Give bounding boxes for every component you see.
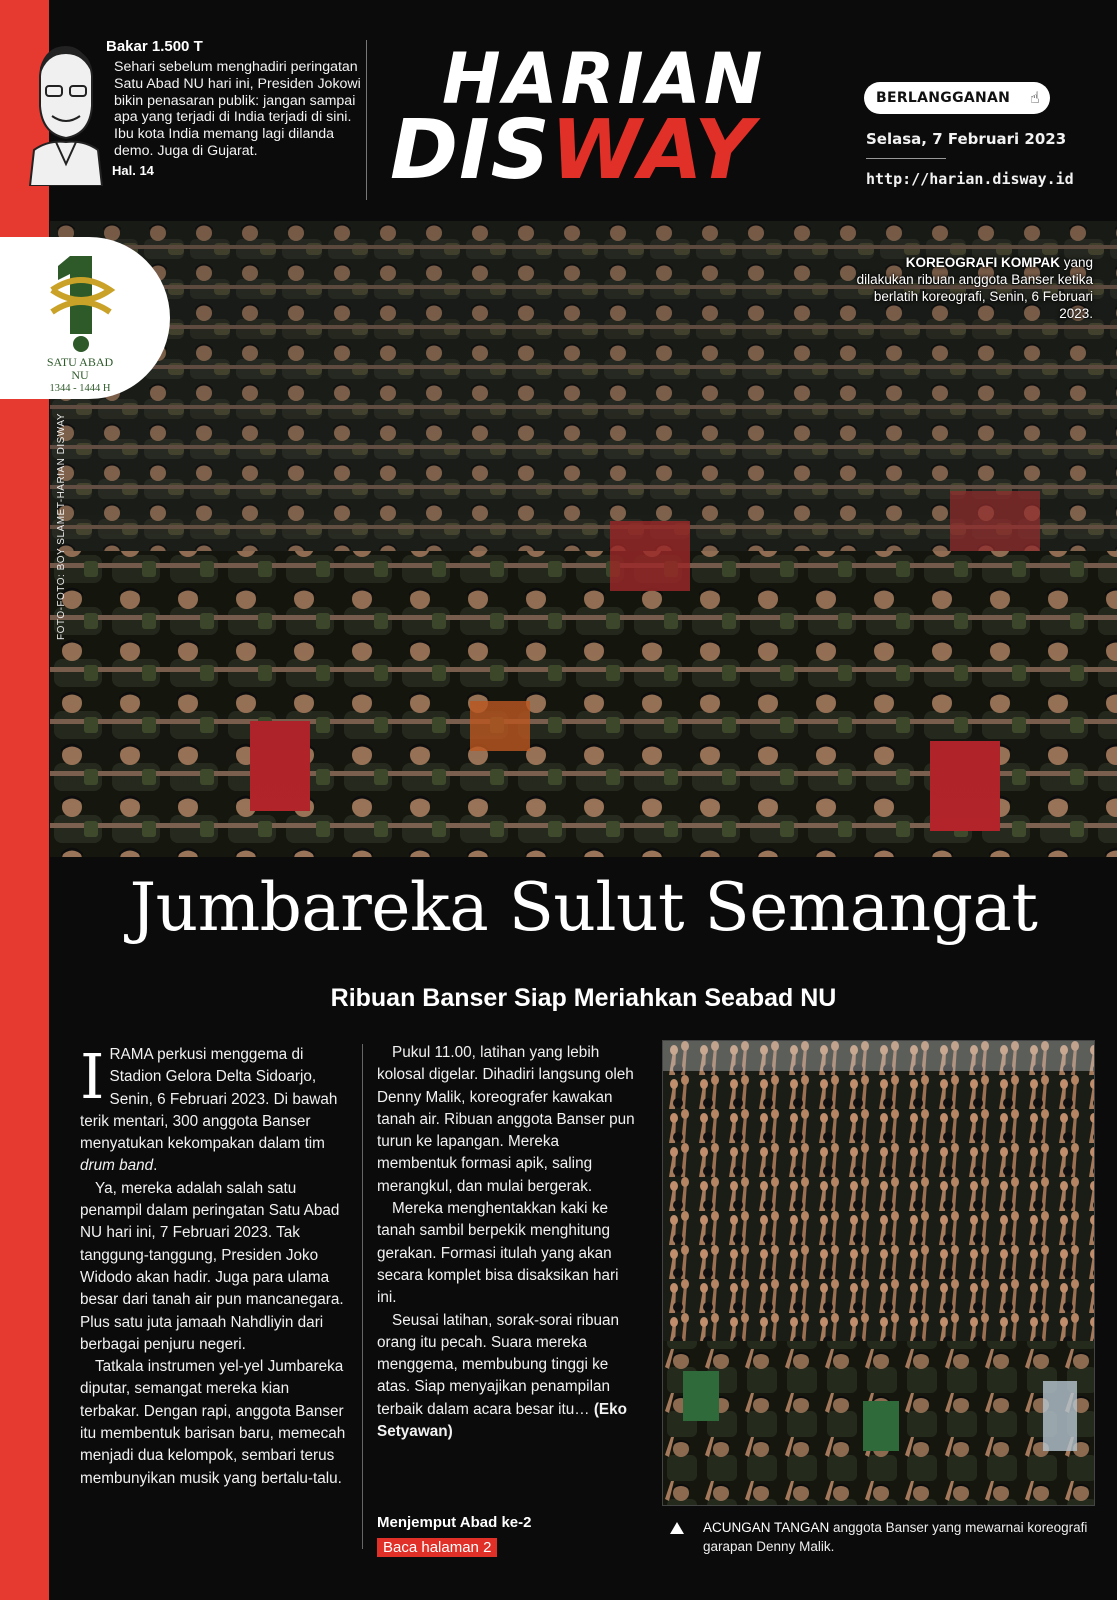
logo-line-2 <box>390 103 755 198</box>
caption-text: yang dilakukan ribuan anggota Banser ketika berlatih koreografi, Senin, 6 Februari 2023. <box>856 255 1093 321</box>
raised-hands-photo-illustration <box>663 1041 1094 1505</box>
caption-lead: KOREOGRAFI KOMPAK <box>905 255 1060 270</box>
drop-cap: I <box>80 1040 105 1113</box>
pointer-hand-icon: ☝ <box>1029 88 1040 107</box>
nu-centennial-emblem-icon <box>44 250 118 354</box>
article-column-2 <box>377 1042 639 1443</box>
columnist-portrait <box>26 46 106 186</box>
website-link[interactable]: http://harian.disway.id <box>866 170 1074 188</box>
teaser-body: Sehari sebelum menghadiri peringatan Satu Abad NU hari ini, Presiden Jokowi bikin penasaran publik: jangan sampai apa yang terjadi di India terjadi di sini. Ibu kota India memang lagi dilanda demo. Juga di Gujarat. <box>114 59 361 159</box>
caption-pointer-icon <box>670 1522 684 1534</box>
masthead-logo <box>382 38 842 198</box>
badge-line-2: 1344 - 1444 H <box>49 383 111 394</box>
teaser-title: Bakar 1.500 T <box>106 38 203 55</box>
photo-credit: FOTO-FOTO: BOY SLAMET-HARIAN DISWAY <box>56 413 67 640</box>
header-divider <box>366 40 367 200</box>
teaser-block <box>104 38 364 178</box>
related-title: Menjemput Abad ke-2 <box>377 1514 532 1531</box>
caption-text-2: anggota Banser yang mewarnai koreografi garapan Denny Malik. <box>703 1520 1088 1554</box>
teaser-page-ref[interactable]: Hal. 14 <box>112 162 154 178</box>
main-photo-caption <box>848 254 1093 322</box>
subscribe-label: BERLANGGANAN <box>876 90 1011 106</box>
column-divider <box>362 1044 363 1549</box>
caption-lead-2: ACUNGAN TANGAN <box>703 1520 830 1535</box>
logo-line-1: HARIAN <box>442 38 766 120</box>
subheadline: Ribuan Banser Siap Meriahkan Seabad NU <box>330 984 837 1012</box>
headline: Jumbareka Sulut Semangat <box>129 869 1038 946</box>
subscribe-button[interactable] <box>864 82 1050 114</box>
paragraph-3: Tatkala instrumen yel-yel Jumbareka diputar, semangat mereka kian terbakar. Dengan rapi, anggota Banser itu membentuk barisan baru, memecah menjadi dua kelompok, sembari terus membunyikan musik yang bertalu-talu. <box>80 1358 346 1487</box>
date-divider <box>866 158 946 159</box>
read-page-2-link[interactable]: Baca halaman 2 <box>377 1538 497 1557</box>
paragraph-1: IRAMA perkusi menggema di Stadion Gelora Delta Sidoarjo, Senin, 6 Februari 2023. Di bawah terik mentari, 300 anggota Banser menyatukan kekompakan dalam tim drum band. <box>80 1040 338 1175</box>
second-photo-caption <box>703 1518 1103 1556</box>
badge-text <box>44 356 116 395</box>
paragraph-2: Ya, mereka adalah salah satu penampil dalam peringatan Satu Abad NU hari ini, 7 Februari 2023. Tak tanggung-tanggung, Presiden Joko Widodo akan hadir. Juga para ulama besar dari tanah air pun mancanegara. Plus satu juta jamaah Nahdliyin dari berbagai penjuru negeri. <box>80 1179 344 1353</box>
issue-date: Selasa, 7 Februari 2023 <box>866 130 1067 148</box>
article-column-1 <box>80 1040 350 1490</box>
paragraph-5: Mereka menghentakkan kaki ke tanah sambil berpekik menghitung gerakan. Formasi itulah yang akan secara komplet bisa disaksikan hari ini. <box>377 1200 619 1307</box>
second-photo <box>662 1040 1095 1506</box>
byline: (Eko Setyawan) <box>377 1400 627 1441</box>
badge-line-1: SATU ABAD NU <box>46 355 114 382</box>
logo-way: WAY <box>550 103 755 198</box>
logo-dis: DIS <box>390 103 551 198</box>
paragraph-6: Seusai latihan, sorak-sorai ribuan orang itu pecah. Suara mereka menggema, membubung tinggi ke atas. Siap menyajikan penampilan terbaik dalam acara besar itu… (Eko Setyawan) <box>377 1311 627 1441</box>
paragraph-4: Pukul 11.00, latihan yang lebih kolosal digelar. Dihadiri langsung oleh Denny Malik, koreografer kawakan tanah air. Ribuan anggota Banser pun turun ke lapangan. Mereka membentuk formasi apik, saling merangkul, dan mulai bergerak. <box>377 1044 635 1195</box>
